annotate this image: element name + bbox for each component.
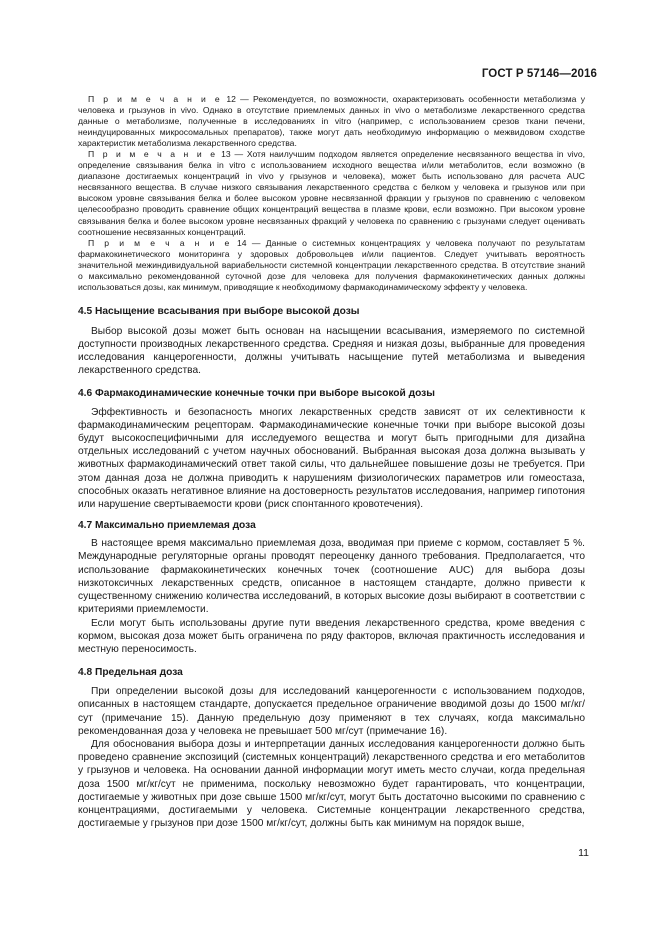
note-label: П р и м е ч а н и е bbox=[88, 149, 218, 160]
section-heading-4-6: 4.6 Фармакодинамические конечные точки при выборе высокой дозы bbox=[78, 387, 435, 399]
section-heading-4-7: 4.7 Максимально приемлемая доза bbox=[78, 520, 256, 532]
note-text: — Данные о системных концентрациях у человека получают по результатам фармакокинетического мониторинга у здоровых добровольцев и/или пациентов. Следует учитывать вероятность значительной межиндивидуальной вариабельности системной концентрации лекарственного средства. В отсутствие знаний о максимально рекомендованной суточной дозе для человека для получения фармакокинетических данных должны использоваться дозы, как минимум, приводящие к необходимому фармакодинамическому эффекту у человека. bbox=[78, 237, 585, 292]
section-heading-4-5: 4.5 Насыщение всасывания при выборе высокой дозы bbox=[78, 305, 360, 317]
page-content bbox=[78, 94, 585, 830]
page-number: 11 bbox=[578, 847, 589, 859]
section-4-8-paragraph-1: При определении высокой дозы для исследований канцерогенности с использованием подходов, описанных в настоящем стандарте, допускается предельное ограничение вводимой дозы до 1500 мг/кг/сут (примечание 15). Данную предельную дозу применяют в тех случаях, когда максимально рекомендованная доза у человека не превышает 500 мг/сут (примечание 16). bbox=[78, 686, 585, 737]
section-4-7-paragraph-1: В настоящее время максимально приемлемая доза, вводимая при приеме с кормом, составляет 5 %. Международные регуляторные органы проводят переоценку данного требования. Предполагается, что использование фармакокинетических конечных точек (соотношение AUC) для выбора дозы низкотоксичных лекарственных средств, описанное в настоящем стандарте, должно привести к существенному снижению количества исследований, в которых высокие дозы выбирают в соответствии с критериями приемлемости. bbox=[78, 538, 585, 616]
note-label: П р и м е ч а н и е bbox=[88, 94, 223, 104]
note-14 bbox=[78, 238, 585, 293]
section-4-6-paragraph: Эффективность и безопасность многих лекарственных средств зависят от их селективности к фармакодинамическим рецепторам. Фармакодинамические конечные точки при выборе высокой дозы будут высокоспецифичными для исследуемого вещества и могут быть пригодными для дизайна отдельных исследований с учетом научных обоснований. Выбранная высокая доза должна вызывать у животных фармакодинамический ответ такой силы, что дальнейшее повышение дозы не требуется. При этом данная доза не должна приводить к нарушениям физиологических параметров или гомеостаза, способных оказать негативное влияние на достоверность результатов исследования, например гипотония или нарушение свертываемости крови (риск спонтанного кровотечения). bbox=[78, 406, 585, 511]
note-12 bbox=[78, 94, 585, 149]
section-heading-4-8: 4.8 Предельная доза bbox=[78, 667, 183, 679]
note-number: 13 bbox=[221, 149, 231, 160]
document-header: ГОСТ Р 57146—2016 bbox=[481, 68, 597, 80]
note-text: — Рекомендуется, по возможности, охарактеризовать особенности метаболизма у человека и грызунов in vivo. Однако в отсутствие приемлемых данных in vivo о метаболизме лекарственного средства данные о метаболизме, полученные в исследованиях in vitro (например, с использованием срезов ткани печени, неиндуцированных микросомальных препаратов), также могут дать необходимую информацию о межвидовом сходстве характеристик метаболизма лекарственного средства. bbox=[78, 94, 586, 149]
section-4-5-paragraph: Выбор высокой дозы может быть основан на насыщении всасывания, измеряемого по системной доступности производных лекарственного средства. Средняя и низкая дозы, выбранные для проведения исследования канцерогенности, должны учитывать насыщение путей метаболизма и выведения лекарственного средства. bbox=[78, 325, 585, 377]
note-13 bbox=[78, 149, 585, 237]
note-label: П р и м е ч а н и е bbox=[88, 237, 232, 248]
note-number: 12 bbox=[226, 94, 236, 104]
section-4-7-paragraph-2: Если могут быть использованы другие пути введения лекарственного средства, кроме введения с кормом, высокая доза может быть ограничена по ряду факторов, включая практичность исследования и местную переносимость. bbox=[78, 617, 585, 655]
note-number: 14 bbox=[236, 237, 247, 248]
note-text: — Хотя наилучшим подходом является определение несвязанного вещества in vivo, определение связывания белка in vitro с использованием исходного вещества и/или метаболитов, если возможно (в диапазоне достигаемых концентраций in vivo у грызунов и человека), может быть использовано для расчета AUC несвязанного вещества. В случае низкого связывания лекарственного средства с белком у человека и грызунов или при высоком уровне связывания белка и более высоком уровне несвязанной фракции у грызунов по сравнению с человеком целесообразно проводить сравнение общих концентраций вещества в плазме крови, если возможно. При высоком уровне связывания белка и более высоком уровне несвязанных фракций у человека по сравнению с грызунами следует оценивать соотношение несвязанных концентраций. bbox=[78, 149, 586, 237]
section-4-8-paragraph-2: Для обоснования выбора дозы и интерпретации данных исследования канцерогенности должно быть проведено сравнение экспозиций (системных концентраций) лекарственного средства и его метаболитов у грызунов и человека. На основании данной информации могут иметь место случаи, когда предельная доза 1500 мг/кг/сут не применима, поскольку невозможно будет гарантировать, что концентрации, достигаемые у животных при дозе свыше 1500 мг/кг/сут, могут быть достаточно высокими по сравнению с концентрациями, достигаемыми у человека. Системные концентрации лекарственного средства, достигаемые у грызунов при дозе 1500 мг/кг/сут, должны быть как минимум на порядок выше, bbox=[78, 738, 585, 830]
